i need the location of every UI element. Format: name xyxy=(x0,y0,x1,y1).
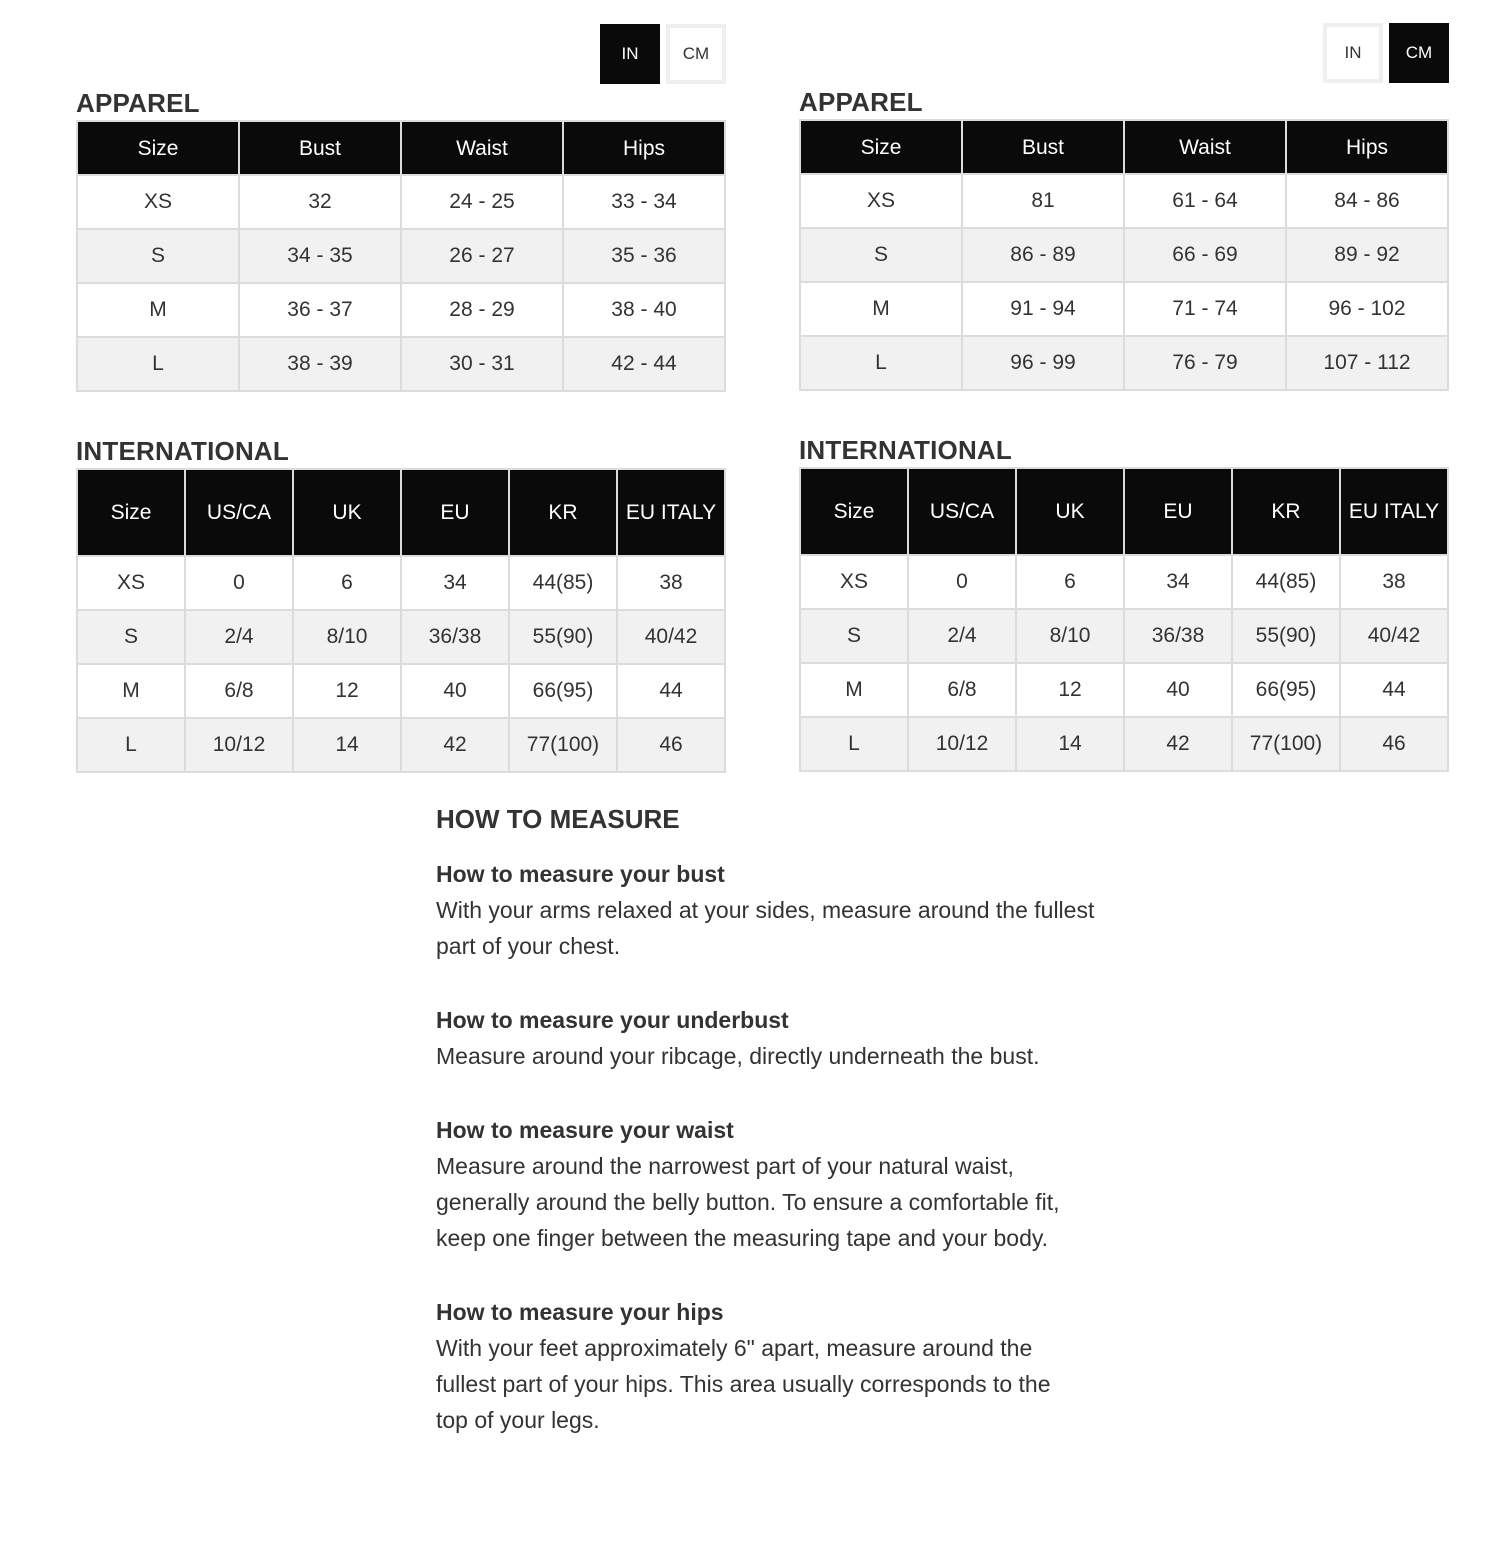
table-cell: 55(90) xyxy=(1232,609,1340,663)
table-cell: 66(95) xyxy=(1232,663,1340,717)
how-to-measure-title: HOW TO MEASURE xyxy=(436,804,680,834)
table-cell: 34 xyxy=(401,556,509,610)
column-header: Size xyxy=(77,121,239,175)
table-cell: 71 - 74 xyxy=(1124,282,1286,336)
column-header: Size xyxy=(800,120,962,174)
unit-cm-button[interactable]: CM xyxy=(1389,23,1449,83)
measure-item-bust xyxy=(436,856,1116,964)
table-cell: 33 - 34 xyxy=(563,175,725,229)
column-header: Hips xyxy=(1286,120,1448,174)
table-cell: 84 - 86 xyxy=(1286,174,1448,228)
unit-in-button[interactable]: IN xyxy=(1323,23,1383,83)
table-cell: 32 xyxy=(239,175,401,229)
measure-body: With your feet approximately 6" apart, measure around the fullest part of your hips. This area usually corresponds to the top of your legs. xyxy=(436,1335,1051,1433)
table-cell: 36/38 xyxy=(401,610,509,664)
table-cell: 28 - 29 xyxy=(401,283,563,337)
table-cell: L xyxy=(800,336,962,390)
table-row xyxy=(800,228,1448,282)
column-header: KR xyxy=(1232,468,1340,555)
table-cell: L xyxy=(77,718,185,772)
table-cell: XS xyxy=(77,556,185,610)
table-cell: 10/12 xyxy=(908,717,1016,771)
table-row xyxy=(800,717,1448,771)
table-cell: XS xyxy=(800,555,908,609)
column-header: Bust xyxy=(239,121,401,175)
column-header: Size xyxy=(77,469,185,556)
table-cell: 10/12 xyxy=(185,718,293,772)
table-row xyxy=(800,336,1448,390)
table-cell: 77(100) xyxy=(509,718,617,772)
table-cell: 96 - 102 xyxy=(1286,282,1448,336)
table-row xyxy=(77,556,725,610)
table-cell: 12 xyxy=(1016,663,1124,717)
measure-item-hips xyxy=(436,1294,1116,1438)
column-header: US/CA xyxy=(908,468,1016,555)
table-cell: 40 xyxy=(1124,663,1232,717)
column-header: US/CA xyxy=(185,469,293,556)
column-header: UK xyxy=(293,469,401,556)
unit-toggle xyxy=(1323,23,1449,83)
table-cell: 14 xyxy=(293,718,401,772)
international-size-table xyxy=(76,468,726,773)
measure-body: Measure around the narrowest part of your natural waist, generally around the belly button. To ensure a comfortable fit, keep one finger between the measuring tape and your body. xyxy=(436,1153,1060,1251)
table-cell: 44 xyxy=(1340,663,1448,717)
table-row xyxy=(800,663,1448,717)
column-header: EU ITALY xyxy=(1340,468,1448,555)
table-header-row xyxy=(800,468,1448,555)
column-header: EU xyxy=(1124,468,1232,555)
table-cell: 76 - 79 xyxy=(1124,336,1286,390)
measure-body: With your arms relaxed at your sides, measure around the fullest part of your chest. xyxy=(436,897,1095,959)
table-cell: 26 - 27 xyxy=(401,229,563,283)
table-cell: L xyxy=(77,337,239,391)
table-cell: 42 xyxy=(1124,717,1232,771)
table-cell: 0 xyxy=(908,555,1016,609)
measure-heading: How to measure your hips xyxy=(436,1299,724,1325)
table-cell: 36 - 37 xyxy=(239,283,401,337)
table-row xyxy=(800,282,1448,336)
table-cell: 44 xyxy=(617,664,725,718)
table-cell: 0 xyxy=(185,556,293,610)
table-cell: 91 - 94 xyxy=(962,282,1124,336)
table-cell: 34 xyxy=(1124,555,1232,609)
table-header-row xyxy=(800,120,1448,174)
table-cell: 6/8 xyxy=(185,664,293,718)
table-cell: S xyxy=(77,610,185,664)
table-cell: 38 xyxy=(617,556,725,610)
table-cell: 66(95) xyxy=(509,664,617,718)
table-cell: 46 xyxy=(617,718,725,772)
international-size-table xyxy=(799,467,1449,772)
size-chart-centimeters xyxy=(799,0,1449,790)
table-cell: M xyxy=(77,283,239,337)
table-row xyxy=(77,337,725,391)
table-cell: M xyxy=(800,282,962,336)
measure-item-underbust xyxy=(436,1002,1116,1074)
table-cell: 38 - 40 xyxy=(563,283,725,337)
table-cell: 40/42 xyxy=(617,610,725,664)
table-cell: 81 xyxy=(962,174,1124,228)
table-cell: 8/10 xyxy=(293,610,401,664)
table-row xyxy=(800,555,1448,609)
table-cell: 42 xyxy=(401,718,509,772)
table-row xyxy=(77,175,725,229)
table-cell: 38 xyxy=(1340,555,1448,609)
table-cell: 24 - 25 xyxy=(401,175,563,229)
table-cell: 8/10 xyxy=(1016,609,1124,663)
measure-heading: How to measure your bust xyxy=(436,861,725,887)
apparel-title: APPAREL xyxy=(799,87,923,117)
table-cell: XS xyxy=(77,175,239,229)
table-cell: 36/38 xyxy=(1124,609,1232,663)
table-cell: 61 - 64 xyxy=(1124,174,1286,228)
measure-heading: How to measure your underbust xyxy=(436,1007,789,1033)
column-header: Hips xyxy=(563,121,725,175)
column-header: Waist xyxy=(401,121,563,175)
table-cell: 38 - 39 xyxy=(239,337,401,391)
table-cell: 96 - 99 xyxy=(962,336,1124,390)
table-cell: 30 - 31 xyxy=(401,337,563,391)
table-cell: 107 - 112 xyxy=(1286,336,1448,390)
table-cell: M xyxy=(77,664,185,718)
unit-cm-button[interactable]: CM xyxy=(666,24,726,84)
table-cell: S xyxy=(800,609,908,663)
column-header: Waist xyxy=(1124,120,1286,174)
table-cell: 6 xyxy=(1016,555,1124,609)
apparel-size-table xyxy=(76,120,726,392)
table-cell: 40/42 xyxy=(1340,609,1448,663)
table-row xyxy=(77,718,725,772)
international-title: INTERNATIONAL xyxy=(76,436,289,466)
table-header-row xyxy=(77,469,725,556)
table-cell: S xyxy=(800,228,962,282)
column-header: Size xyxy=(800,468,908,555)
apparel-size-table xyxy=(799,119,1449,391)
size-chart-inches xyxy=(76,0,726,790)
table-cell: 86 - 89 xyxy=(962,228,1124,282)
column-header: KR xyxy=(509,469,617,556)
table-cell: 35 - 36 xyxy=(563,229,725,283)
international-title: INTERNATIONAL xyxy=(799,435,1012,465)
table-cell: 44(85) xyxy=(1232,555,1340,609)
table-row xyxy=(77,664,725,718)
table-cell: 2/4 xyxy=(185,610,293,664)
measure-body: Measure around your ribcage, directly underneath the bust. xyxy=(436,1043,1040,1069)
table-cell: 2/4 xyxy=(908,609,1016,663)
table-cell: 40 xyxy=(401,664,509,718)
table-cell: XS xyxy=(800,174,962,228)
column-header: UK xyxy=(1016,468,1124,555)
table-cell: M xyxy=(800,663,908,717)
table-cell: 77(100) xyxy=(1232,717,1340,771)
table-row xyxy=(800,609,1448,663)
column-header: EU ITALY xyxy=(617,469,725,556)
table-cell: 34 - 35 xyxy=(239,229,401,283)
table-cell: S xyxy=(77,229,239,283)
table-cell: 66 - 69 xyxy=(1124,228,1286,282)
table-header-row xyxy=(77,121,725,175)
table-row xyxy=(77,610,725,664)
table-row xyxy=(77,229,725,283)
column-header: EU xyxy=(401,469,509,556)
column-header: Bust xyxy=(962,120,1124,174)
measure-heading: How to measure your waist xyxy=(436,1117,734,1143)
unit-toggle xyxy=(600,24,726,84)
table-cell: 42 - 44 xyxy=(563,337,725,391)
table-cell: 12 xyxy=(293,664,401,718)
table-cell: 46 xyxy=(1340,717,1448,771)
how-to-measure-section xyxy=(436,800,1116,1476)
table-cell: 6/8 xyxy=(908,663,1016,717)
table-cell: 44(85) xyxy=(509,556,617,610)
unit-in-button[interactable]: IN xyxy=(600,24,660,84)
table-cell: L xyxy=(800,717,908,771)
table-cell: 55(90) xyxy=(509,610,617,664)
table-cell: 6 xyxy=(293,556,401,610)
apparel-title: APPAREL xyxy=(76,88,200,118)
table-row xyxy=(77,283,725,337)
table-cell: 89 - 92 xyxy=(1286,228,1448,282)
measure-item-waist xyxy=(436,1112,1116,1256)
table-row xyxy=(800,174,1448,228)
table-cell: 14 xyxy=(1016,717,1124,771)
